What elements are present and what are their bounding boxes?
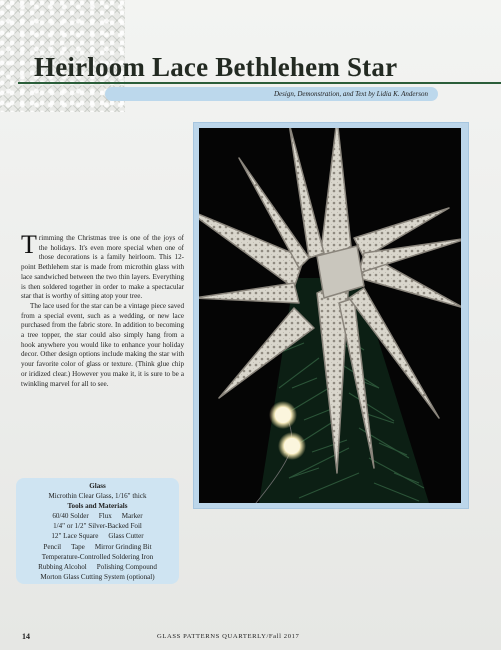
byline-bar <box>105 87 438 101</box>
material-item: Marker <box>121 512 143 521</box>
material-item: Polishing Compound <box>96 562 157 571</box>
glass-header: Glass <box>89 482 106 490</box>
material-item: 60/40 Solder <box>52 512 89 521</box>
tools-header: Tools and Materials <box>67 502 128 511</box>
running-footer: GLASS PATTERNS QUARTERLY/Fall 2017 <box>157 633 300 640</box>
photo-frame <box>193 122 469 509</box>
glass-item: Microthin Clear Glass, 1/16" thick <box>48 492 147 501</box>
title-rule <box>18 82 501 84</box>
byline: Design, Demonstration, and Text by Lidia K. Anderson <box>273 90 428 98</box>
article-title: Heirloom Lace Bethlehem Star <box>34 52 398 82</box>
materials-row-4 <box>16 542 179 552</box>
materials-row-3 <box>16 531 179 541</box>
star-illustration <box>199 128 461 503</box>
dropcap: T <box>21 230 37 259</box>
materials-row-7: Morton Glass Cutting System (optional) <box>40 572 155 581</box>
paragraph-1-text: rimming the Christmas tree is one of the joys of the holidays. It's even more special when one of those decorations is a family heirloom. This 12-point Bethlehem star is made from microthin glass with lace sandwiched between the two thin layers. Everything is then soldered together in order to make a spectacular star that is worthy of sitting atop your tree. <box>21 234 184 301</box>
article-body <box>21 230 184 389</box>
materials-row-5: Temperature-Controlled Soldering Iron <box>41 552 154 561</box>
star-photo <box>199 128 461 503</box>
material-item: Rubbing Alcohol <box>38 562 87 571</box>
material-item: Glass Cutter <box>108 532 144 541</box>
page-number: 14 <box>22 632 30 641</box>
material-item: Pencil <box>43 542 62 551</box>
materials-row-1 <box>16 511 179 521</box>
material-item: Flux <box>98 512 112 521</box>
materials-box <box>16 478 179 584</box>
material-item: Tape <box>71 542 85 551</box>
material-item: 12" Lace Square <box>51 532 99 541</box>
materials-row-6 <box>16 562 179 572</box>
material-item: Mirror Grinding Bit <box>94 542 152 551</box>
paragraph-1 <box>21 230 184 302</box>
paragraph-2: The lace used for the star can be a vintage piece saved from a special event, such as a wedding, or new lace purchased from the fabric store. In addition to becoming a tree topper, the star could also simply hang from a hook anywhere you would like to enhance your holiday decor. Other design options include making the star with your favorite color of glass or texture. (Think glue chip or iridized clear.) However you make it, it is sure to be a twinkling marvel for all to see. <box>21 301 184 388</box>
materials-row-2: 1/4" or 1/2" Silver-Backed Foil <box>53 522 142 531</box>
